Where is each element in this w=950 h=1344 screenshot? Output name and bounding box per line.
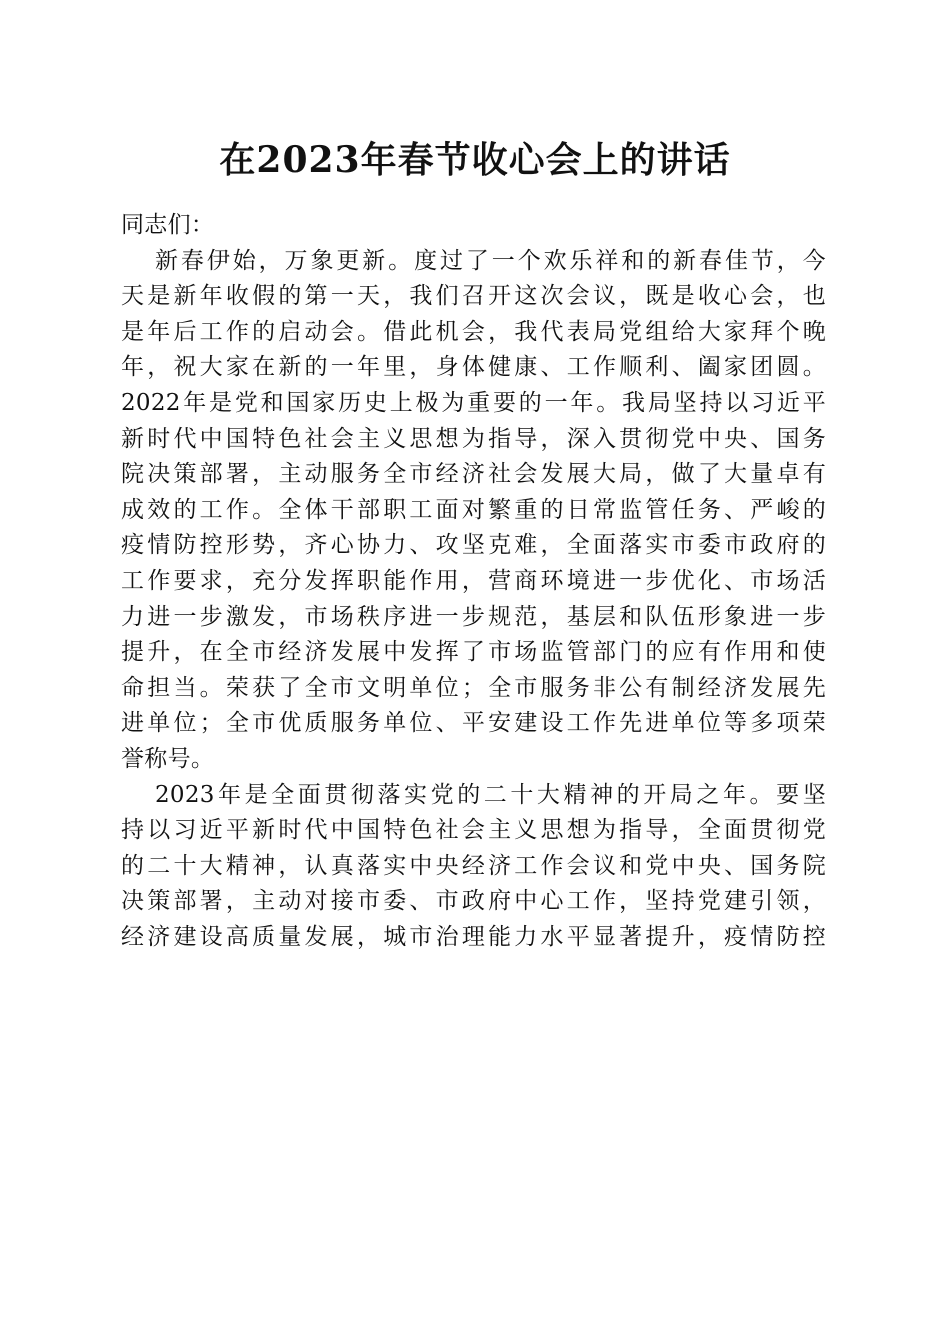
paragraph-line: 的二十大精神，认真落实中央经济工作会议和党中央、国务院 (121, 852, 826, 879)
paragraph-line: 年，祝大家在新的一年里，身体健康、工作顺利、阖家团圆。 (121, 354, 826, 381)
salutation: 同志们： (121, 212, 215, 238)
document-body (121, 208, 826, 955)
paragraph-line: 新时代中国特色社会主义思想为指导，深入贯彻党中央、国务 (121, 425, 826, 452)
paragraph-line: 院决策部署，主动服务全市经济社会发展大局，做了大量卓有 (121, 461, 826, 488)
paragraph-line: 新春伊始，万象更新。度过了一个欢乐祥和的新春佳节，今 (155, 247, 826, 274)
paragraph-line: 工作要求，充分发挥职能作用，营商环境进一步优化、市场活 (121, 567, 826, 594)
paragraph-line: 是年后工作的启动会。借此机会，我代表局党组给大家拜个晚 (121, 318, 826, 345)
paragraph-line: 提升，在全市经济发展中发挥了市场监管部门的应有作用和使 (121, 639, 826, 666)
paragraph-line: 经济建设高质量发展，城市治理能力水平显著提升，疫情防控 (121, 923, 826, 950)
paragraph-line: 2023年是全面贯彻落实党的二十大精神的开局之年。要坚 (155, 781, 826, 808)
paragraph-line: 誉称号。 (121, 745, 215, 772)
paragraph-line: 天是新年收假的第一天，我们召开这次会议，既是收心会，也 (121, 283, 826, 310)
paragraph-line: 力进一步激发，市场秩序进一步规范，基层和队伍形象进一步 (121, 603, 826, 630)
paragraph-line: 2022年是党和国家历史上极为重要的一年。我局坚持以习近平 (121, 389, 826, 416)
paragraph-line: 持以习近平新时代中国特色社会主义思想为指导，全面贯彻党 (121, 817, 826, 844)
paragraph-line: 成效的工作。全体干部职工面对繁重的日常监管任务、严峻的 (121, 496, 826, 523)
paragraph-line: 疫情防控形势，齐心协力、攻坚克难，全面落实市委市政府的 (121, 532, 826, 559)
paragraph-line: 命担当。荣获了全市文明单位；全市服务非公有制经济发展先 (121, 674, 826, 701)
paragraph-line: 进单位；全市优质服务单位、平安建设工作先进单位等多项荣 (121, 710, 826, 737)
document-title: 在2023年春节收心会上的讲话 (219, 139, 731, 181)
paragraph-line: 决策部署，主动对接市委、市政府中心工作，坚持党建引领， (121, 888, 826, 915)
